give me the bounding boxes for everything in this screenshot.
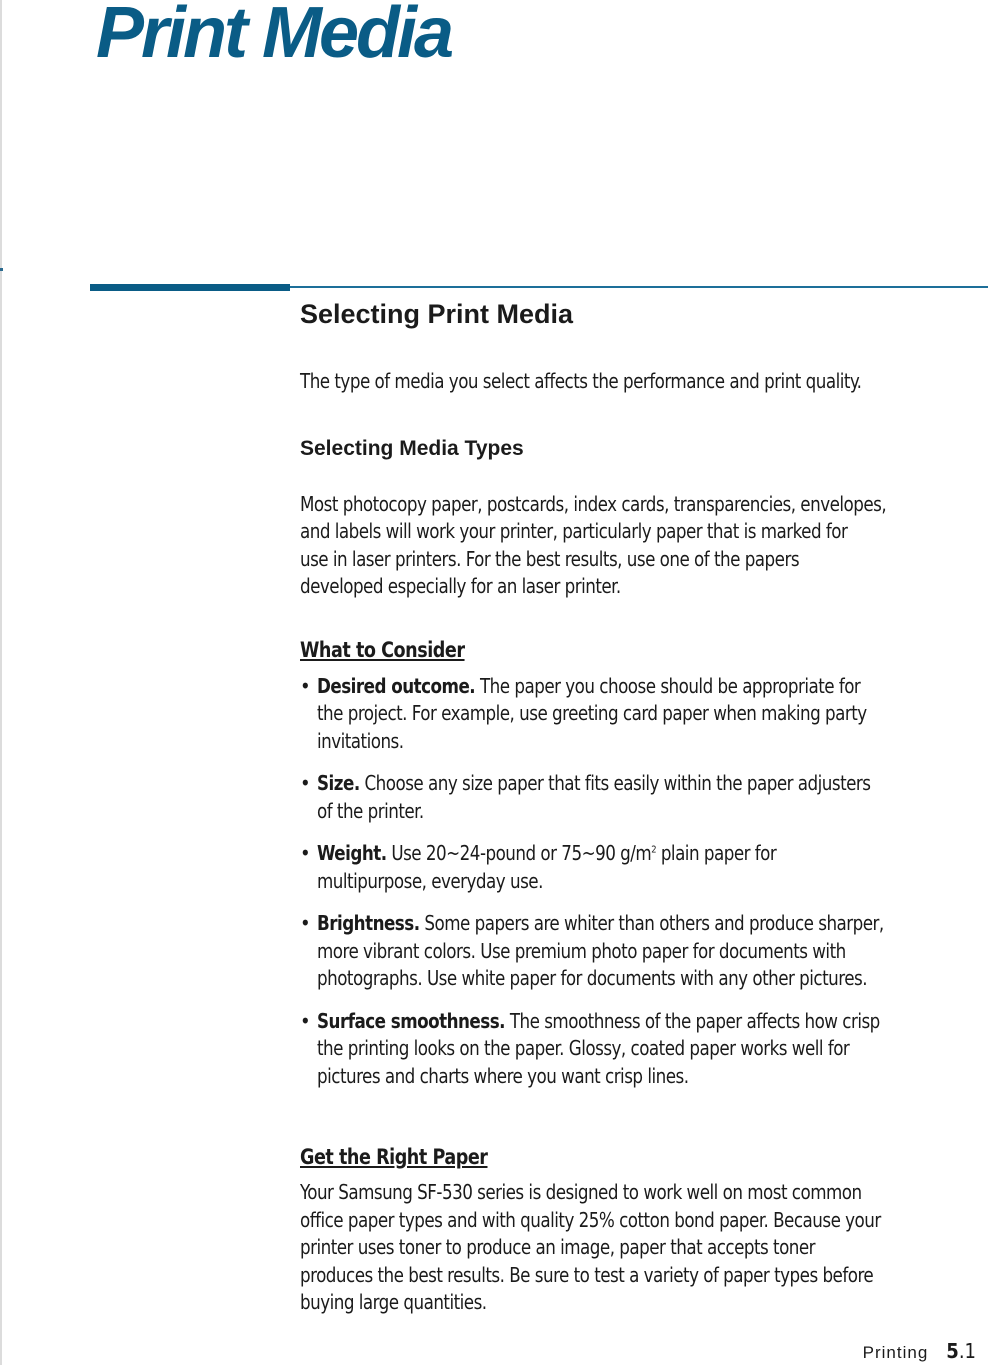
footer-chapter-number: 5	[946, 1339, 959, 1363]
list-item-body: Choose any size paper that fits easily within the paper adjusters of the printer.	[317, 771, 871, 823]
list-item-lead: Size.	[317, 771, 360, 795]
superscript-two: 2	[651, 844, 657, 856]
what-to-consider-heading: What to Consider	[300, 637, 465, 662]
list-item-text	[317, 840, 987, 895]
list-item-size	[300, 770, 988, 825]
bullet-icon: •	[300, 771, 311, 795]
get-right-paper-heading: Get the Right Paper	[300, 1145, 488, 1169]
list-item-body: Some papers are whiter than others and produce sharper, more vibrant colors. Use premium photo paper for documents with photographs. Use white paper for documents with any other pictures.	[317, 911, 884, 990]
section-intro: The type of media you select affects the performance and print quality.	[300, 369, 862, 393]
media-types-paragraph: Most photocopy paper, postcards, index cards, transparencies, envelopes, and labels will work your printer, particularly paper that is marked for use in laser printers. For the best results, use one of the papers developed especially for an laser printer.	[300, 491, 887, 598]
list-item-text	[317, 770, 987, 825]
list-item-lead: Brightness.	[317, 911, 420, 935]
chapter-title: Print Media	[96, 0, 452, 73]
bullet-icon: •	[300, 841, 311, 865]
bullet-icon: •	[300, 1008, 311, 1033]
list-item-brightness	[300, 910, 988, 993]
list-item-lead: Surface smoothness.	[317, 1008, 506, 1033]
margin-tick-mark	[0, 268, 3, 271]
section-title: Selecting Print Media	[300, 299, 574, 329]
bullet-icon: •	[300, 673, 311, 698]
page-footer	[863, 1338, 976, 1366]
list-item-lead: Weight.	[317, 841, 387, 865]
footer-page-number: .1	[958, 1339, 976, 1363]
list-item-text	[317, 673, 987, 756]
consider-list	[300, 673, 988, 1091]
main-content	[300, 296, 988, 1317]
list-item-surface-smoothness	[300, 1008, 988, 1091]
media-types-title: Selecting Media Types	[300, 436, 524, 460]
list-item-body: The paper you choose should be appropriate for the project. For example, use greeting card paper when making party invitations.	[317, 673, 867, 753]
header-rule-thick	[90, 284, 290, 291]
list-item-lead: Desired outcome.	[317, 673, 476, 698]
list-item-desired-outcome	[300, 673, 988, 756]
right-paper-paragraph: Your Samsung SF-530 series is designed to work well on most common office paper types and with quality 25% cotton bond paper. Because your printer uses toner to produce an image, paper that accepts toner produces the best results. Be sure to test a variety of paper types before buying large quantities.	[300, 1180, 881, 1314]
list-item-weight	[300, 840, 988, 895]
footer-section-name: Printing	[862, 1343, 929, 1362]
list-item-text	[317, 1008, 987, 1091]
bullet-icon: •	[300, 911, 311, 935]
list-item-text	[317, 910, 987, 993]
header-rule-thin	[290, 286, 988, 288]
list-item-body: The smoothness of the paper affects how crisp the printing looks on the paper. Glossy, coated paper works well for pictures and charts where you want crisp lines.	[317, 1008, 880, 1088]
list-item-body-continued: plain paper for multipurpose, everyday use.	[317, 841, 777, 893]
list-item-body: Use 20~24-pound or 75~90 g/m	[386, 841, 652, 865]
page-left-edge	[0, 0, 2, 1365]
